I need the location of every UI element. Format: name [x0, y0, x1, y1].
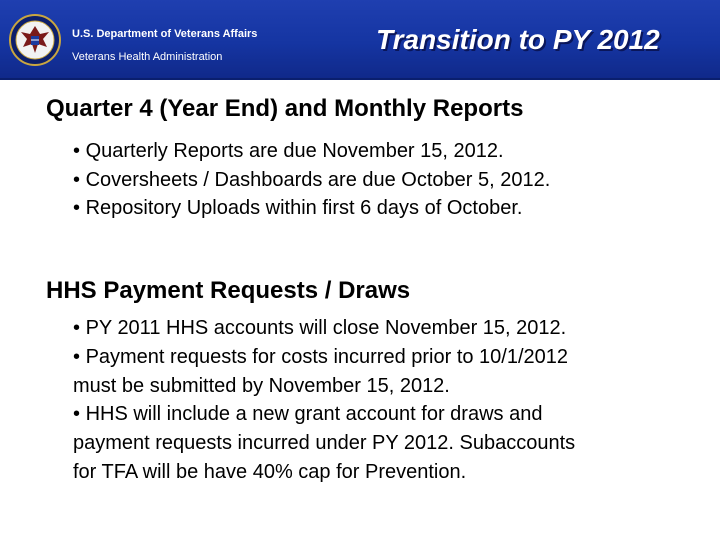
- section-heading-hhs: HHS Payment Requests / Draws: [46, 277, 411, 304]
- list-item-continuation: must be submitted by November 15, 2012.: [73, 374, 450, 397]
- header-banner: [0, 0, 720, 80]
- administration-name: Veterans Health Administration: [72, 51, 223, 63]
- list-item: • Quarterly Reports are due November 15, 2012.: [73, 137, 550, 166]
- list-item-continuation: payment requests incurred under PY 2012. Subaccounts: [73, 432, 576, 455]
- department-name: U.S. Department of Veterans Affairs: [72, 28, 258, 40]
- list-item: • Payment requests for costs incurred prior to 10/1/2012: [73, 343, 575, 372]
- list-item: • Repository Uploads within first 6 days of October.: [73, 194, 550, 223]
- hhs-list: [73, 314, 575, 487]
- list-item: • HHS will include a new grant account for draws and: [73, 400, 575, 429]
- list-item: • PY 2011 HHS accounts will close November 15, 2012.: [73, 314, 575, 343]
- va-seal-icon: [9, 14, 61, 66]
- reports-list: [73, 137, 550, 223]
- list-item: • Coversheets / Dashboards are due October 5, 2012.: [73, 166, 550, 195]
- list-item-continuation: for TFA will be have 40% cap for Prevention.: [73, 460, 467, 483]
- slide-title: Transition to PY 2012: [376, 24, 660, 55]
- section-heading-reports: Quarter 4 (Year End) and Monthly Reports: [46, 95, 524, 122]
